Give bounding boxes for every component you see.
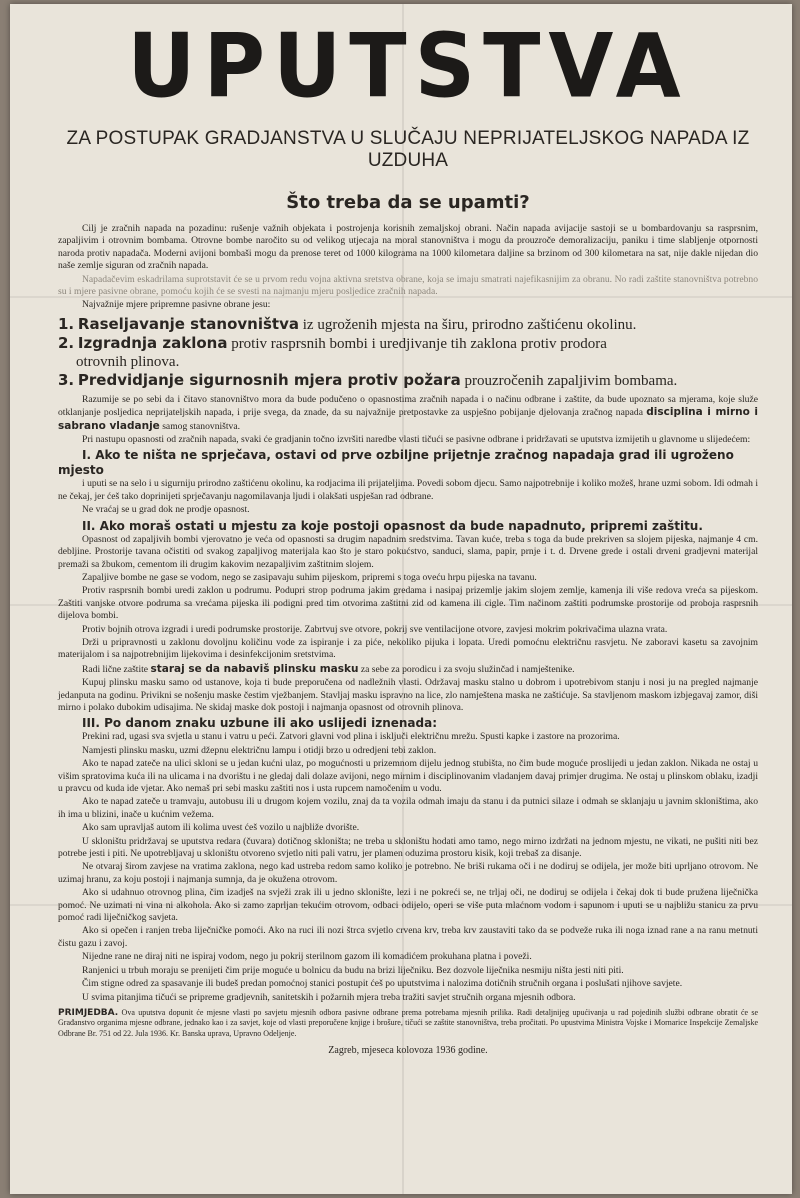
measure-number: 2.: [58, 333, 75, 352]
measure-number: 1.: [58, 314, 75, 333]
intro-paragraph: Napadačevim eskadrilama suprotstavit će se u prvom redu vojna aktivna sretstva obrane, koja se imaju smatrati najefikasnijim za obranu. No radi zaštite stanovništva potrebno su i mjere pasivne obrane, pomoću kojih će se svesti na najmanju mjeru posljedice zračnih napada.: [58, 273, 758, 298]
section-2-heading: II. Ako moraš ostati u mjestu za koje postoji opasnost da bude napadnuto, pripremi zaštitu.: [82, 518, 703, 533]
date-line: Zagreb, mjeseca kolovoza 1936 godine.: [328, 1045, 488, 1057]
alarm-paragraph: Pri nastupu opasnosti od zračnih napada, svaki će gradjanin točno izvršiti naredbe vlasti tičući se pasivne odbrane i pridržavati se uputstva izmijetih u glavnome u slijedećem:: [82, 434, 751, 446]
footnote-label: PRIMJEDBA.: [58, 1007, 119, 1018]
section-heading: Što treba da se upamti?: [286, 192, 530, 213]
section-1-heading: I. Ako te ništa ne sprječava, ostavi od prve ozbiljne prijetnje zračnog napadaja grad ili ugroženo mjesto: [58, 448, 734, 478]
poster-content: [58, 14, 759, 1059]
poster-sheet: [10, 4, 792, 1194]
section-2-paragraph: Opasnost od zapaljivih bombi vjerovatno je veća od opasnosti sa drugim napadnim sredstvima. Tavan kuće, treba s toga da bude prekriven sa slojem pijeska, najmanje 4 cm. debljine. Prostorije tavana očistiti od svakog zapaljivog materijala kao što je staro pokućstvo, sanduci, slama, papir, prnje i t. d. Drvene grede i ostali drveni gradjevni materijal premaži sa žbukom, cementom ili drugim kakovim nezapaljivim zaštitnim slojem.: [58, 533, 758, 570]
section-2-paragraph: Zapaljive bombe ne gase se vodom, nego se zasipavaju suhim pijeskom, pripremi s toga oveću hrpu pijeska na tavanu.: [82, 571, 537, 583]
section-3-paragraph: Ako si opečen i ranjen treba liječničke pomoći. Ako na ruci ili nozi štrca svjetlo crvena krv, treba krv zaustaviti tako da se podveže ruka ili noga iznad rane a na ranu metnuti čistu gazu i zavoj.: [58, 925, 758, 949]
section-3-paragraph: Ako si udahnuo otrovnog plina, čim izadješ na svježi zrak ili u jedno sklonište, lezi i ne pokreći se, ne trljaj oči, ne dodiruj se odijela i čekaj dok ti bude pružena liječnička pomoć. Ne uzimati ni vina ni alkohola. Ako si zamo zaprljan tekućim otrovom, odbaci odijelo, operi se više puta mlaćnom vodom i sapunom i uputi se u najbližu stanicu za prvu pomoć radi liječničkog savjeta.: [58, 887, 758, 924]
measure-title: Izgradnja zaklona: [77, 333, 228, 352]
section-3-paragraph: U svima pitanjima tičući se pripreme gradjevnih, sanitetskih i požarnih mjera treba tražiti savjet stručnih organa mjesnih odbora.: [82, 991, 576, 1003]
section-3-paragraph: Ako te napad zatečе na ulici skloni se u jedan kućni ulaz, po mogućnosti u prizemnom dijelu jednog stubišta, no čim bude moguće proslijedi u jedan zaklon. Nikada ne ostaj u višim spratovima kuća ili na ulicama i na dvorištu i ne gledaj dali dolaze avijoni, nego mirnim i disciplinovanim vladanjem davaj primjer drugima. Ne ostaj u plinskom oblaku, izadji u pravcu od kuda ide vjetar. Ako nemaš pri sebi masku zaštiti nos i usta rupcem namočenim u vodu.: [58, 758, 758, 794]
poster-subtitle: ZA POSTUPAK GRADJANSTVA U SLUČAJU NEPRIJATELJSKOG NAPADA IZ UZDUHA: [66, 128, 750, 171]
gas-mask-paragraph: Radi lične zaštite staraj se da nabaviš plinsku masku za sebe za porodicu i za svoju služinčad i namještenike.: [82, 662, 575, 675]
measure-text: prouzročenih zapaljivim bombama.: [464, 372, 678, 389]
section-3-paragraph: Ne otvaraj širom zavjese na vratima zaklona, nego kad ustreba redom samo koliko je potrebno. Ne briši rukama oči i ne dodiruj se odijela, jer može biti uprljano otrovom. Ne uzimaj hranu, za koju postoji i najmanja sumnja, da je okužena otrovom.: [58, 861, 758, 885]
section-3-paragraph: Namjesti plinsku masku, uzmi džepnu električnu lampu i otidji brzo u odredjeni tebi zaklon.: [82, 744, 437, 756]
section-3-paragraph: Ako sam upravljaš autom ili kolima uvest ćeš vozilo u najbliže dvorište.: [82, 822, 360, 834]
section-3-paragraph: Čim stigne odred za spasavanje ili budeš predan pomoćnoj stanici postupit ćeš po uputstvima i nalozima dotičnih stručnih organa i poslušati njihove savjete.: [82, 978, 683, 990]
footnote: PRIMJEDBA. Ova uputstva dopunit će mjesne vlasti po savjetu mjesnih odbora pasivne odbrane prema potrebama mjesnih prilika. Radi detaljnijeg upućivanja u rad pojedinih službi odbrane obratit će se Građanstvo organima mjesne odbrane, jednako kao i za savjet, koje od vlasti preporučene knjige i brošure, tičući se zaštite stanovništva, treba pročitati. Po upustvima Ministra Vojske i Mornarice Inspekcije Zemaljske Odbrane Br. 751 od 22. Jula 1936. Kr. Banska uprava, Upravno Odeljenje.: [58, 1007, 759, 1038]
measure-title: Raseljavanje stanovništva: [77, 314, 299, 333]
discipline-paragraph: Razumije se po sebi da i čitavo stanovništvo mora da bude podučeno o opasnostima zračnih napada i o načinu odbrane i zaštite, da bude upoznato sa mjerama, koje služe otklanjanje posljedica neprijateljskih napada, i prije svega, da znade, da su najvažnije pretpostavke za uspješno pobijanje djelovanja zračnog napada disciplina i mirno i sabrano vladanje samog stanovništva.: [58, 393, 759, 432]
section-2-paragraph: Protiv bojnih otrova izgradi i uredi podrumske prostorije. Zabrtvuj sve otvore, pokrij sve ventilacijone otvore, zavjesi mokrim pokrivačima ulazna vrata.: [82, 623, 668, 635]
measure-item: [58, 334, 758, 371]
measure-number: 3.: [58, 370, 75, 389]
measure-text: iz ugroženih mjesta na širu, prirodno zaštićenu okolinu.: [302, 316, 637, 333]
gas-mask-emphasis: staraj se da nabaviš plinsku masku: [150, 662, 359, 675]
poster-title: UPUTSTVA: [127, 14, 689, 118]
intro-paragraph: Najvažnije mjere pripremne pasivne obrane jesu:: [82, 299, 271, 311]
measure-item: [58, 371, 758, 390]
section-3-paragraph: Prekini rad, ugasi sva svjetla u stanu i vatru u peći. Zatvori glavni vod plina i isključi električnu mrežu. Spusti kapke i zastore na prozorima.: [82, 731, 620, 743]
section-3-paragraph: U skloništu pridržavaj se uputstva redara (čuvara) dotičnog skloništa; ne treba u skloništu hodati amo tamo, nego mirno izdržati na jednom mjestu, ne vikati, ne pušiti niti bez potrebe jesti i piti. Ne upotrebljavaj u skloništu otvoreno svjetlo niti pali vatru, jer plamen oduzima prostoru kisik, koji trebaš za disanje.: [58, 835, 758, 860]
section-1-paragraph: i uputi se na selo i u sigurniju prirodno zaštićenu okolinu, ka rodjacima ili prijateljima. Povedi sobom djecu. Samo najpotrebnije i koliko možeš, hrane uzmi sobom. Idi odmah i ne čekaj, jer ćeš tako doprinijeti sprječavanju nagomilavanja ljudi i olakšati uspješan rad odbrane.: [58, 478, 758, 502]
section-2-paragraph: Drži u pripravnosti u zaklonu dovoljnu količinu vode za ispiranje i za piće, nekoliko pijuka i lopata. Uredi pomoćnu električnu rasvjetu. Ne zaboravi kasetu sa zavojnim materijalom i sa najpotrebnijim lijekovima i desinfekcijonim sretstvima.: [58, 636, 758, 661]
measure-text: protiv rasprsnih bombi i uredjivanje tih zaklona protiv prodora: [231, 335, 607, 352]
measure-title: Predvidjanje sigurnosnih mjera protiv požara: [77, 370, 461, 389]
measure-text-cont: otrovnih plinova.: [76, 353, 180, 370]
section-3-heading: III. Po danom znaku uzbune ili ako uslijedi iznenada:: [82, 716, 437, 731]
intro-paragraph: Cilj je zračnih napada na pozadinu: rušenje važnih objekata i postrojenja korisnih zemaljskoj obrani. Način napada avijacije sastoji se u bombardovanju sa rasprsnim, zapaljivim i otrovnim bombama. Otrovne bombe naročito su od velikog utjecaja na moral stanovništva i mogu da prouzroče demoralizaciju, paniku i time slabljenje otpornosti naroda protiv napadača. Moderni avijoni bombaši mogu da prenose teret od 1000 kilograma na 1000 kilometara daljine sa brzinom od 300 kilometara na sat, nije dakle nijedan dio naše zemlje siguran od zračnih napada.: [58, 223, 758, 272]
section-2-paragraph: Protiv rasprsnih bombi uredi zaklon u podrumu. Podupri strop podruma jakim gredama i nasipaj prizemlje jakim slojem zemlje, kamenja ili više redova vreća sa pijeskom. Zaštiti vanjske otvore podruma sa vrećama pijeska ili podigni pred tim otvorima zaštitni zid od kamena ili cigle. Tim načinom zaštiti podrumske prostorije od proboja rasprsnih dijelova bombi.: [58, 585, 758, 622]
measures-list: [58, 315, 758, 390]
section-3-paragraph: Ranjenici u trbuh moraju se prenijeti čim prije moguće u bolnicu da budu na brizi liječniku. Bez dozvole liječnika nesmiju ništa jesti niti piti.: [82, 964, 624, 976]
section-1-paragraph: Ne vraćaj se u grad dok ne prodje opasnost.: [82, 504, 250, 516]
measure-item: [58, 315, 758, 334]
section-3-paragraph: Ako te napad zatečе u tramvaju, autobusu ili u drugom kojem vozilu, znaj da ta vozila odmah imaju da stanu i da putnici silaze i odmah se sklanjaju u javnim skloništima, ako ih ima u blizini, inače u kućnim vežema.: [58, 796, 758, 820]
discipline-emphasis: disciplina i mirno i sabrano vladanje: [58, 406, 759, 432]
section-2-paragraph: Kupuj plinsku masku samo od ustanove, koja ti bude preporučena od nadležnih vlasti. Održavaj masku stalno u dobrom i upotrebivom stanju i nosi ju na pregled najmanje jedanputa na godinu. Privikni se nošenju maske čestim vježbanjem. Stavljaj masku ispravno na lice, zlo namještena maska ne zaštićuje. Sa stavljenom maskom izbjegavaj zamor, diši mirno i polako dubokim udisajima. Ne skidaj maske dok postoji i najmanja opasnost od otrovnih plinova.: [58, 677, 758, 713]
section-3-paragraph: Nijedne rane ne diraj niti ne ispiraj vodom, nego ju pokrij sterilnom gazom ili komadićem prokuhana platna i poveži.: [82, 951, 532, 963]
